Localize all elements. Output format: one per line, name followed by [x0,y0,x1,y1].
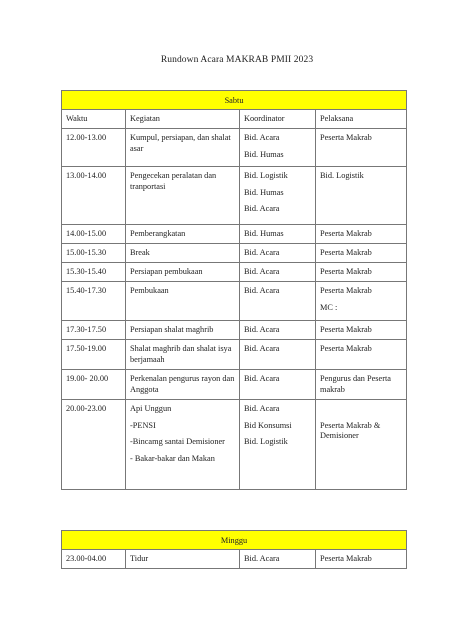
table-row [62,129,407,167]
waktu-text: 14.00-15.00 [66,229,107,238]
koordinator-text: Bid. Acara [244,554,280,563]
waktu-text: 12.00-13.00 [66,133,107,142]
kegiatan-text: Perkenalan pengurus rayon dan Anggota [130,374,235,394]
table-row [62,244,407,263]
pelaksana-text: Peserta Makrab [320,229,372,238]
waktu-text: 13.00-14.00 [66,171,107,180]
kegiatan-text: -Bincamg santai Demisioner [130,437,225,446]
pelaksana-text: Peserta Makrab [320,248,372,257]
kegiatan-text: Kumpul, persiapan, dan shalat asar [130,133,231,153]
kegiatan-text: - Bakar-bakar dan Makan [130,453,215,463]
waktu-cell [62,167,126,225]
pelaksana-cell [316,321,407,340]
pelaksana-cell [316,244,407,263]
table-row [62,550,407,569]
koordinator-cell [240,129,316,167]
kegiatan-cell [126,400,240,490]
waktu-cell [62,550,126,569]
pelaksana-cell [316,340,407,370]
pelaksana-cell [316,370,407,400]
pelaksana-text: Peserta Makrab [320,344,372,353]
kegiatan-text: Api Unggun [130,404,172,413]
waktu-cell [62,282,126,321]
table-row [62,282,407,321]
koordinator-text: Bid Konsumsi [244,420,292,430]
koordinator-text: Bid. Logistik [244,171,288,180]
kegiatan-text: Shalat maghrib dan shalat isya berjamaah [130,344,232,364]
table-row [62,321,407,340]
pelaksana-text [320,404,402,415]
day-header: Sabtu [62,91,407,110]
koordinator-cell [240,370,316,400]
pelaksana-text: Peserta Makrab [320,133,372,142]
kegiatan-cell [126,550,240,569]
pelaksana-cell [316,400,407,490]
waktu-text: 20.00-23.00 [66,404,107,413]
koordinator-text: Bid. Acara [244,374,280,383]
koordinator-text: Bid. Acara [244,248,280,257]
koordinator-text: Bid. Acara [244,204,280,213]
waktu-cell [62,244,126,263]
kegiatan-cell [126,244,240,263]
kegiatan-text: Pengecekan peralatan dan tranportasi [130,171,217,191]
koordinator-text: Bid. Humas [244,149,284,159]
column-header-row [62,110,407,129]
kegiatan-cell [126,263,240,282]
kegiatan-cell [126,129,240,167]
pelaksana-text: MC : [320,302,338,312]
koordinator-cell [240,550,316,569]
koordinator-cell [240,340,316,370]
pelaksana-text: Peserta Makrab & Demisioner [320,420,381,440]
waktu-text: 23.00-04.00 [66,554,107,563]
waktu-cell [62,129,126,167]
waktu-text: 15.30-15.40 [66,267,107,276]
document-title: Rundown Acara MAKRAB PMII 2023 [160,55,314,65]
schedule-table-minggu [61,530,407,569]
column-header: Pelaksana [316,110,407,129]
table-row [62,400,407,490]
pelaksana-text: Peserta Makrab [320,286,372,295]
waktu-text: 19.00- 20.00 [66,374,109,383]
column-header: Waktu [62,110,126,129]
koordinator-text: Bid. Acara [244,267,280,276]
pelaksana-cell [316,263,407,282]
waktu-cell [62,225,126,244]
schedule-table-sabtu [61,90,407,490]
column-header: Kegiatan [126,110,240,129]
waktu-cell [62,263,126,282]
koordinator-text: Bid. Acara [244,133,280,142]
kegiatan-text: Persiapan shalat maghrib [130,325,214,334]
koordinator-text: Bid. Logistik [244,437,288,446]
table-row [62,340,407,370]
pelaksana-text: Peserta Makrab [320,267,372,276]
kegiatan-text: Pemberangkatan [130,229,186,238]
kegiatan-text: Pembukaan [130,286,169,295]
koordinator-text: Bid. Humas [244,187,284,197]
kegiatan-cell [126,370,240,400]
koordinator-text: Bid. Humas [244,229,284,238]
day-header: Minggu [62,531,407,550]
waktu-text: 17.50-19.00 [66,344,107,353]
pelaksana-cell [316,129,407,167]
kegiatan-cell [126,340,240,370]
kegiatan-text: Break [130,248,150,257]
table-row [62,370,407,400]
waktu-text: 17.30-17.50 [66,325,107,334]
kegiatan-cell [126,282,240,321]
pelaksana-cell [316,550,407,569]
waktu-cell [62,370,126,400]
koordinator-text: Bid. Acara [244,325,280,334]
koordinator-text: Bid. Acara [244,344,280,353]
waktu-cell [62,321,126,340]
pelaksana-cell [316,225,407,244]
kegiatan-text: -PENSI [130,420,156,430]
koordinator-text: Bid. Acara [244,404,280,413]
pelaksana-text: Bid. Logistik [320,171,364,180]
table-row [62,225,407,244]
koordinator-cell [240,167,316,225]
pelaksana-cell [316,167,407,225]
pelaksana-text: Peserta Makrab [320,554,372,563]
koordinator-text: Bid. Acara [244,286,280,295]
waktu-cell [62,400,126,490]
table-row [62,167,407,225]
pelaksana-text: Pengurus dan Peserta makrab [320,374,391,394]
kegiatan-cell [126,167,240,225]
koordinator-cell [240,321,316,340]
koordinator-cell [240,263,316,282]
koordinator-cell [240,400,316,490]
waktu-cell [62,340,126,370]
kegiatan-text: Persiapan pembukaan [130,267,203,276]
kegiatan-text: Tidur [130,554,149,563]
table-row [62,263,407,282]
column-header: Koordinator [240,110,316,129]
kegiatan-cell [126,225,240,244]
koordinator-cell [240,244,316,263]
waktu-text: 15.40-17.30 [66,286,107,295]
koordinator-cell [240,282,316,321]
pelaksana-text: Peserta Makrab [320,325,372,334]
koordinator-cell [240,225,316,244]
waktu-text: 15.00-15.30 [66,248,107,257]
pelaksana-cell [316,282,407,321]
kegiatan-cell [126,321,240,340]
